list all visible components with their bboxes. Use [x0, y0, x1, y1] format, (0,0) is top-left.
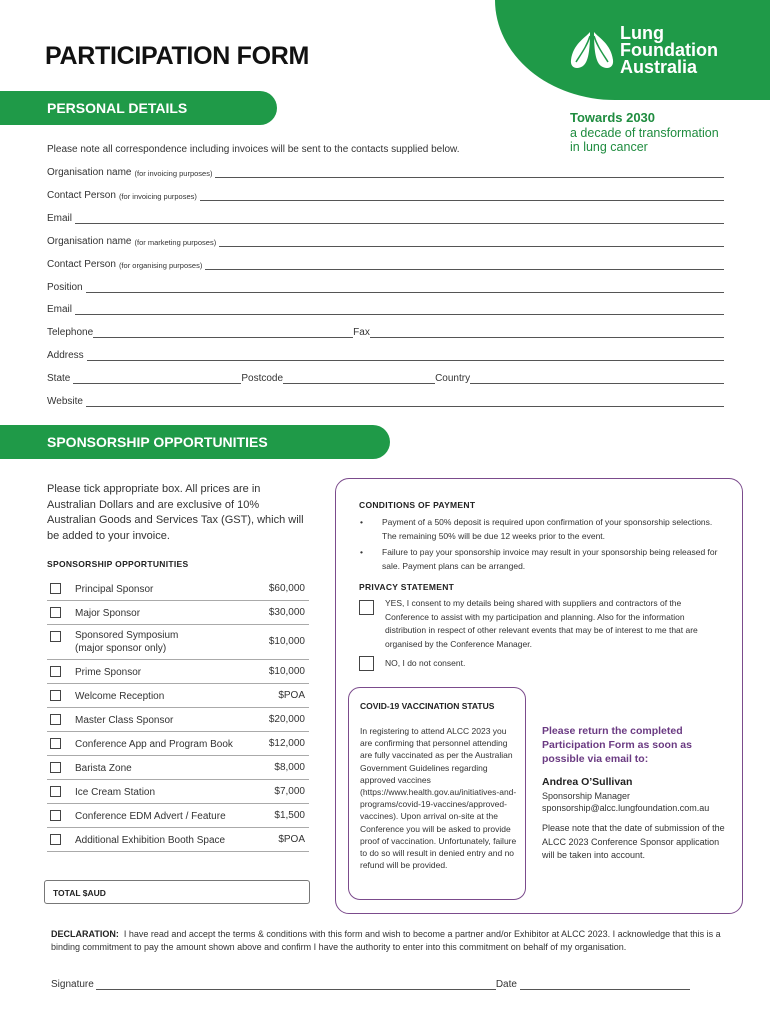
checkbox[interactable]	[50, 786, 61, 797]
contact-details	[542, 790, 709, 814]
checkbox[interactable]	[50, 631, 61, 642]
checkbox[interactable]	[50, 810, 61, 821]
field-organisation-marketing[interactable]: Organisation name (for marketing purposes)	[47, 233, 724, 247]
sponsorship-row[interactable]: Principal Sponsor $60,000	[47, 577, 309, 601]
total-field[interactable]: TOTAL $AUD	[44, 880, 310, 904]
sponsorship-row[interactable]: Master Class Sponsor $20,000	[47, 708, 309, 732]
sponsorship-row[interactable]: Barista Zone $8,000	[47, 756, 309, 780]
logo-wordmark: Lung Foundation Australia	[620, 23, 718, 77]
contact-name: Andrea O’Sullivan	[542, 776, 633, 788]
field-state-postcode-country[interactable]: State Postcode Country	[47, 370, 724, 384]
declaration	[51, 928, 731, 953]
sponsorship-table-heading: SPONSORSHIP OPPORTUNITIES	[47, 559, 189, 569]
submission-note: Please note that the date of submission of the ALCC 2023 Conference Sponsor application will be taken into account.	[542, 823, 725, 860]
date-label: Date	[495, 979, 517, 990]
checkbox[interactable]	[50, 714, 61, 725]
declaration-text: I have read and accept the terms & conditions with this form and wish to become a partner and/or Exhibitor at ALCC 2023. I acknowledge that this is a binding commitment to pay the amount shown above and confirm I have the authority to enter into this commitment on behalf of my organisation.	[51, 929, 721, 952]
checkbox[interactable]	[50, 690, 61, 701]
checkbox[interactable]	[50, 666, 61, 677]
sponsorship-row[interactable]: Prime Sponsor $10,000	[47, 660, 309, 684]
conditions-heading: CONDITIONS OF PAYMENT	[359, 500, 476, 510]
covid-panel	[348, 687, 526, 900]
date-field[interactable]	[520, 979, 690, 990]
page-title: PARTICIPATION FORM	[45, 42, 310, 70]
field-email-2[interactable]: Email	[47, 301, 724, 315]
checkbox[interactable]	[50, 834, 61, 845]
sponsorship-row[interactable]: Welcome Reception $POA	[47, 684, 309, 708]
field-telephone-fax[interactable]: Telephone Fax	[47, 324, 724, 338]
checkbox[interactable]	[50, 738, 61, 749]
contact-role: Sponsorship Manager	[542, 791, 631, 801]
tagline-text: a decade of transformation in lung cancer	[570, 126, 719, 154]
contact-email[interactable]: sponsorship@alcc.lungfoundation.com.au	[542, 803, 710, 813]
covid-text: In registering to attend ALCC 2023 you are confirming that personnel attending are fully vaccinated as per the Australian Government Guidelines regarding approved vaccines (https://www.health.gov.au/initiatives-and-programs/covid-19-vaccines/approved-vaccines). Upon arrival on-site at the Conference you will be asked to provide proof of vaccination. Unfortunately, failure to do so will result in denied entry and no refund will be provided.	[360, 726, 517, 871]
privacy-heading: PRIVACY STATEMENT	[359, 582, 455, 592]
consent-yes-checkbox[interactable]	[359, 600, 374, 615]
field-email[interactable]: Email	[47, 210, 724, 224]
signature-field[interactable]	[96, 979, 496, 990]
sponsorship-row[interactable]: Conference EDM Advert / Feature $1,500	[47, 804, 309, 828]
sponsorship-row[interactable]: Major Sponsor $30,000	[47, 601, 309, 625]
tagline-heading: Towards 2030	[570, 110, 656, 125]
sponsorship-intro: Please tick appropriate box. All prices are in Australian Dollars and are exclusive of 10% Australian Goods and Services Tax (GST), which will be added to your invoice.	[47, 483, 304, 542]
consent-no-checkbox[interactable]	[359, 656, 374, 671]
sponsorship-row[interactable]: Conference App and Program Book $12,000	[47, 732, 309, 756]
sponsorship-row[interactable]: Ice Cream Station $7,000	[47, 780, 309, 804]
sponsorship-row[interactable]: Sponsored Symposium (major sponsor only) $10,000	[47, 625, 309, 660]
signature-label: Signature	[51, 979, 94, 990]
field-position[interactable]: Position	[47, 279, 724, 293]
sponsorship-header: SPONSORSHIP OPPORTUNITIES	[0, 425, 390, 459]
sponsorship-row[interactable]: Additional Exhibition Booth Space $POA	[47, 828, 309, 852]
condition-item: • Payment of a 50% deposit is required upon confirmation of your sponsorship selections. The remaining 50% will be due 12 weeks prior to the event.	[360, 517, 713, 541]
consent-yes-label: YES, I consent to my details being shared with suppliers and contractors of the Conference to assist with my participation and planning. Also for the information distribution in respect of other relevant events that may be of interest to me that are organised by the Conference Manager.	[385, 598, 698, 649]
condition-item: • Failure to pay your sponsorship invoice may result in your sponsorship being released for sale. Payment plans can be arranged.	[360, 547, 718, 571]
signature-date-row[interactable]	[51, 976, 701, 990]
personal-details-header: PERSONAL DETAILS	[0, 91, 277, 125]
field-contact-organising[interactable]: Contact Person (for organising purposes)	[47, 256, 724, 270]
checkbox[interactable]	[50, 583, 61, 594]
field-organisation-invoicing[interactable]: Organisation name (for invoicing purposes)	[47, 164, 724, 178]
checkbox[interactable]	[50, 607, 61, 618]
field-address[interactable]: Address	[47, 347, 724, 361]
field-website[interactable]: Website	[47, 393, 724, 407]
checkbox[interactable]	[50, 762, 61, 773]
declaration-label: DECLARATION:	[51, 929, 119, 939]
return-instructions: Please return the completed Participation Form as soon as possible via email to:	[542, 725, 692, 765]
field-contact-invoicing[interactable]: Contact Person (for invoicing purposes)	[47, 187, 724, 201]
correspondence-note: Please note all correspondence including invoices will be sent to the contacts supplied below.	[47, 144, 460, 155]
consent-no-label: NO, I do not consent.	[385, 658, 466, 668]
lungs-logo-icon	[567, 26, 617, 76]
covid-heading: COVID-19 VACCINATION STATUS	[360, 701, 495, 711]
